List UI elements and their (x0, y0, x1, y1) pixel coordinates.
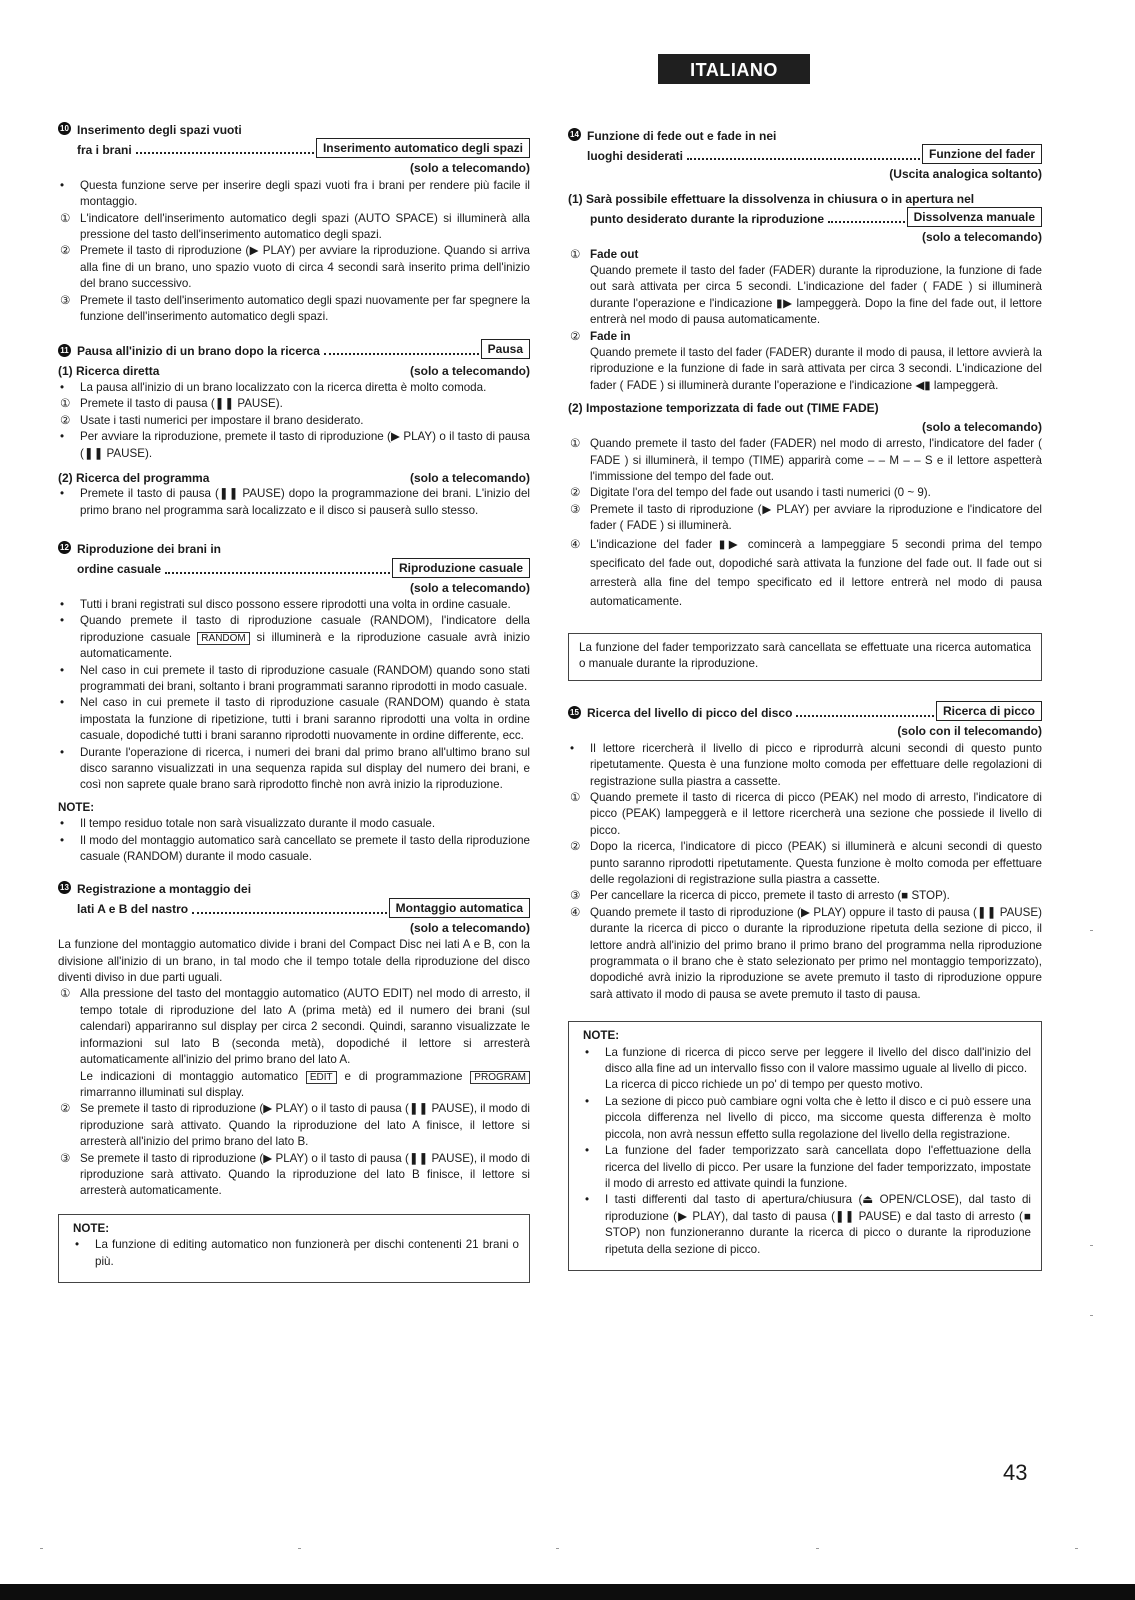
section-11: 11 Pausa all'inizio di un brano dopo la ricerca Pausa (1) Ricerca diretta (solo a telecomando) • La pausa all'inizio di un brano localizzato con la ricerca diretta è molto comoda. ① Premete il tasto di pausa (❚❚ PAUSE). ② Usate i tasti numerici per impostare il brano desiderato. • Per avviare la riproduzione, premete il tasto di riproduzione (▶ PLAY) o il tasto di pausa (❚❚ PAUSE). (2) Ricerca del programma (solo a telecomando) • Premete il tasto di pausa (❚❚ PAUSE) dopo la programmazione dei brani. L'inizio del primo brano nel programma sarà localizzato e il disco si pauserà sullo stesso. (58, 339, 530, 519)
section-number-icon: 10 (58, 122, 71, 135)
list-item: Digitate l'ora del tempo del fade out usando i tasti numerici (0 ~ 9). (590, 486, 931, 500)
remote-note: (solo con il telecomando) (897, 724, 1042, 739)
subsection-title: (2) Ricerca del programma (58, 470, 210, 485)
list-item: Se premete il tasto di riproduzione (▶ PLAY) o il tasto di pausa (❚❚ PAUSE), il modo di riproduzione sarà attivato. Quando la riproduzione del lato B finisce, il lettore si arresterà automaticamente. (80, 1151, 530, 1198)
note-box: NOTE: • La funzione di editing automatico non funzionerà per dischi contenenti 21 brani o più. (58, 1214, 530, 1283)
subsection-title: (1) Ricerca diretta (58, 364, 160, 379)
note-item-continued: La ricerca di picco richiede un po' di tempo per questo motivo. (605, 1078, 923, 1092)
list-item: Quando premete il tasto di ricerca di picco (PEAK) nel modo di arresto, l'indicatore di picco (PEAK) lampeggerà e il lettore ricercherà una sezione che possiede il livello di picco. (590, 790, 1042, 837)
fade-out-title: Fade out (590, 247, 639, 261)
function-label-box: Funzione del fader (922, 144, 1042, 164)
section-title-continued: lati A e B del nastro (77, 902, 189, 917)
fade-in-text: Quando premete il tasto del fader (FADER) durante il modo di pausa, il lettore avvierà la riproduzione e la funzione di fade in sarà attivata per circa 3 secondi. L'indicazione del fader ( FADE ) si illuminerà durante l'operazione e l'indicazione ◀▮ lampeggerà. (590, 346, 1042, 392)
list-item: Premete il tasto di pausa (❚❚ PAUSE) dopo la programmazione dei brani. L'inizio del primo brano nel programma sarà localizzato e il disco si pauserà sullo stesso. (80, 487, 530, 517)
section-number-icon: 13 (58, 881, 71, 894)
section-title: Pausa all'inizio di un brano dopo la ricerca (77, 344, 320, 359)
note-item: La sezione di picco può cambiare ogni volta che è letto il disco e ci può essere una piccola differenza nel livello di picco, ma siccome questa differenza è molto piccola, non avrà nessun effetto sulla regolazione del livello della registrazione. (605, 1094, 1031, 1141)
page-number: 43 (1003, 1460, 1028, 1485)
section-title: Inserimento degli spazi vuoti (77, 123, 242, 137)
scan-speck (1090, 1315, 1093, 1316)
bottom-border-bar (0, 1584, 1135, 1600)
section-title: Funzione di fede out e fade in nei (587, 129, 777, 143)
list-item: Premete il tasto di pausa (❚❚ PAUSE). (80, 397, 283, 411)
list-item: Premete il tasto dell'inserimento automatico degli spazi nuovamente per far spegnere la funzione dell'inserimento automatico degli spazi. (80, 293, 530, 324)
list-item: Il lettore ricercherà il livello di picco e riprodurrà alcuni secondi di questo punto ripetutamente. Questa è una funzione molto comoda per effettuare delle regolazioni di registrazione sulla piastra a cassette. (590, 741, 1042, 788)
note-heading: NOTE: (583, 1029, 620, 1043)
section-title: Riproduzione dei brani in (77, 542, 221, 557)
section-intro: La funzione del montaggio automatico divide i brani del Compact Disc nei lati A e B, con la divisione all'inizio di un brano, in tal modo che il tempo totale della riproduzione del disco diventi diviso in due parti uguali. (58, 938, 530, 985)
function-label-box: Inserimento automatico degli spazi (316, 138, 530, 158)
remote-note: (solo a telecomando) (409, 920, 530, 935)
list-item: Alla pressione del tasto del montaggio automatico (AUTO EDIT) nel modo di arresto, il tempo totale di riproduzione del lato A (prima metà) ed il numero dei brani (sul calendari) appariranno sul display per circa 2 secondi. Quindi, saranno visualizzate le informazioni sul lato B (seconda metà), dopodiché il lettore si arresterà automaticamente all'inizio del primo brano del lato A. (80, 987, 530, 1067)
list-item: Quando premete il tasto di riproduzione casuale (RANDOM), l'indicatore della riproduzione casuale RANDOM si illuminerà e la riproduzione casuale avrà inizio automaticamente. (80, 614, 530, 661)
list-item: Per cancellare la ricerca di picco, premete il tasto di arresto (■ STOP). (590, 889, 950, 903)
note-heading: NOTE: (73, 1221, 110, 1235)
subsection-title: (1) Sarà possibile effettuare la dissolvenza in chiusura o in apertura nel (568, 191, 975, 206)
language-tab: ITALIANO (658, 54, 810, 84)
note-box: NOTE: • La funzione di ricerca di picco serve per leggere il livello del disco dall'inizio del disco alla fine ad un intervallo fisso con il valore massimo uguale al livello di picco. La ricerca di picco richiede un po' di tempo per questo motivo. • La sezione di picco può cambiare ogni volta che è letto il disco e ci può essere una piccola differenza nel livello di picco, ma siccome questa differenza è molto piccola, non avrà nessun effetto sulla regolazione del livello della registrazione. • La funzione del fader temporizzato sarà cancellata dopo l'effettuazione della ricerca del livello di picco. Per usare la funzione del fader temporizzato, impostate il modo di arresto ed attivate quindi la funzione. • I tasti differenti dal tasto di apertura/chiusura (⏏ OPEN/CLOSE), dal tasto di riproduzione (▶ PLAY), dal tasto di pausa (❚❚ PAUSE) e dal tasto di arresto (■ STOP) non funzioneranno durante la ricerca di picco o durante la riproduzione ripetuta della sezione di picco. (568, 1021, 1042, 1271)
remote-note: (solo a telecomando) (921, 419, 1042, 434)
list-item: Dopo la ricerca, l'indicatore di picco (PEAK) si illuminerà e alcuni secondi di questo punto saranno riprodotti ripetutamente. Questa funzione è molto comoda per effettuare delle regolazioni di registrazione sulla piastra a cassette. (590, 840, 1042, 886)
section-title: Registrazione a montaggio dei (77, 882, 252, 897)
note-item: I tasti differenti dal tasto di apertura/chiusura (⏏ OPEN/CLOSE), dal tasto di riproduzione (▶ PLAY), dal tasto di pausa (❚❚ PAUSE) e dal tasto di arresto (■ STOP) non funzioneranno durante la ricerca di picco o durante la riproduzione ripetuta della sezione di picco. (605, 1193, 1031, 1256)
program-indicator-badge: PROGRAM (470, 1071, 530, 1084)
list-item-continued: Le indicazioni di montaggio automatico EDIT e di programmazione PROGRAM rimarranno illuminati sul display. (58, 1069, 530, 1102)
scan-speck (1090, 1245, 1093, 1246)
info-box: La funzione del fader temporizzato sarà cancellata se effettuate una ricerca automatica o manuale durante la riproduzione. (568, 633, 1042, 682)
scan-speck (298, 1548, 301, 1549)
section-title-continued: ordine casuale (77, 562, 162, 577)
list-item: Quando premete il tasto di riproduzione (▶ PLAY) oppure il tasto di pausa (❚❚ PAUSE) durante la ricerca di picco o durante la riproduzione ripetuta della sezione di picco, il lettore andrà all'inizio del primo brano il primo brano del programma nella riproduzione programmata o il brano che è stato selezionato per primo nel montaggio temporizzato), dopodiché avrà inizio la riproduzione se avete premuto il tasto di riproduzione oppure sarà attivato il modo di pausa se avete premuto il tasto di pausa. (590, 905, 1042, 1001)
remote-note: (Uscita analogica soltanto) (889, 167, 1042, 182)
section-number-icon: 11 (58, 344, 71, 357)
list-item: Usate i tasti numerici per impostare il brano desiderato. (80, 413, 364, 427)
note-heading: NOTE: (58, 800, 95, 814)
remote-note: (solo a telecomando) (921, 230, 1042, 245)
function-label-box: Ricerca di picco (936, 701, 1042, 721)
edit-indicator-badge: EDIT (306, 1071, 337, 1084)
section-12: 12 Riproduzione dei brani in ordine casuale Riproduzione casuale (solo a telecomando) • Tutti i brani registrati sul disco possono essere riprodotti una volta in ordine casuale. • Quando premete il tasto di riproduzione casuale (RANDOM), l'indicatore della riproduzione casuale RANDOM si illuminerà e la riproduzione casuale avrà inizio automaticamente. • Nel caso in cui premete il tasto di riproduzione casuale (RANDOM) quando sono stati programmati dei brani, soltanto i brani programmati saranno riprodotti in modo casuale. • Nel caso in cui premete il tasto di riproduzione casuale (RANDOM) quando è stata impostata la funzione di ripetizione, tutti i brani saranno riprodotti una volta in ordine casuale, dopodiché tutti i brani saranno riprodotti nuovamente in ordine differente, ecc. • Durante l'operazione di ricerca, i numeri dei brani dal primo brano all'ultimo brano sul disco saranno visualizzati in una sequenza rapida sul display del numero dei brani, e così non saprete quale brano sarà riprodotto finchè non avrà inizio la riproduzione. NOTE: • Il tempo residuo totale non sarà visualizzato durante il modo casuale. • Il modo del montaggio automatico sarà cancellato se premete il tasto della riproduzione casuale (RANDOM) durante il modo casuale. (58, 542, 530, 864)
section-15: 15 Ricerca del livello di picco del disco Ricerca di picco (solo con il telecomando) • Il lettore ricercherà il livello di picco e riprodurrà alcuni secondi di questo punto ripetutamente. Questa è una funzione molto comoda per effettuare delle regolazioni di registrazione sulla piastra a cassette. ① Quando premete il tasto di ricerca di picco (PEAK) nel modo di arresto, l'indicatore di picco (PEAK) lampeggerà e il lettore ricercherà una sezione che possiede il livello di picco. ② Dopo la ricerca, l'indicatore di picco (PEAK) si illuminerà e alcuni secondi di questo punto saranno riprodotti ripetutamente. Questa funzione è molto comoda per effettuare delle regolazioni di registrazione sulla piastra a cassette. ③ Per cancellare la ricerca di picco, premete il tasto di arresto (■ STOP). ④ Quando premete il tasto di riproduzione (▶ PLAY) oppure il tasto di pausa (❚❚ PAUSE) durante la ricerca di picco o durante la riproduzione ripetuta della sezione di picco, il lettore andrà all'inizio del primo brano il primo brano del programma nella riproduzione programmata o il brano che è stato selezionato per primo nel montaggio temporizzato), dopodiché avrà inizio la riproduzione se avete premuto il tasto di riproduzione oppure sarà attivato il modo di pausa se avete premuto il tasto di pausa. NOTE: • La funzione di ricerca di picco serve per leggere il livello del disco dall'inizio del disco alla fine ad un intervallo fisso con il valore massimo uguale al livello di picco. La ricerca di picco richiede un po' di tempo per questo motivo. • La sezione di picco può cambiare ogni volta che è letto il disco e ci può essere una piccola differenza nel livello di picco, ma siccome questa differenza è molto piccola, non avrà nessun effetto sulla regolazione del livello della registrazione. • La funzione del fader temporizzato sarà cancellata dopo l'effettuazione della ricerca del livello di picco. Per usare la funzione del fader temporizzato, impostate il modo di arresto ed attivate quindi la funzione. • I tasti differenti dal tasto di apertura/chiusura (⏏ OPEN/CLOSE), dal tasto di riproduzione (▶ PLAY), dal tasto di pausa (❚❚ PAUSE) e dal tasto di arresto (■ STOP) non funzioneranno durante la ricerca di picco o durante la riproduzione ripetuta della sezione di picco. (568, 701, 1042, 1271)
list-item: Questa funzione serve per inserire degli spazi vuoti fra i brani per rendere più facile il montaggio. (80, 178, 530, 209)
random-indicator-badge: RANDOM (197, 632, 249, 645)
list-item: Premete il tasto di riproduzione (▶ PLAY) per avviare la riproduzione. Quando si arriva alla fine di un brano, uno spazio vuoto di circa 4 secondi sarà inserito prima dell'inizio del brano successivo. (80, 244, 530, 291)
subsection-title: (2) Impostazione temporizzata di fade out (TIME FADE) (568, 401, 879, 416)
fade-in-title: Fade in (590, 329, 631, 343)
section-number-icon: 12 (58, 541, 71, 554)
list-item: Quando premete il tasto del fader (FADER) nel modo di arresto, l'indicatore del fader ( FADE ) si illuminerà, il tempo (TIME) apparirà come – – M – – S e il lettore aspetterà l'immissione del tempo del fade out. (590, 437, 1042, 483)
note-item: La funzione del fader temporizzato sarà cancellata dopo l'effettuazione della ricerca del livello di picco. Per usare la funzione del fader temporizzato, impostate il modo di arresto ed attivate quindi la funzione. (605, 1144, 1031, 1190)
list-item: Per avviare la riproduzione, premete il tasto di riproduzione (▶ PLAY) o il tasto di pausa (❚❚ PAUSE). (80, 430, 530, 460)
note-item: La funzione di ricerca di picco serve per leggere il livello del disco dall'inizio del disco alla fine ad un intervallo fisso con il valore massimo uguale al livello di picco. (605, 1045, 1031, 1076)
section-14: 14 Funzione di fede out e fade in nei luoghi desiderati Funzione del fader (Uscita analogica soltanto) (1) Sarà possibile effettuare la dissolvenza in chiusura o in apertura nel punto desiderato durante la riproduzione Dissolvenza manuale (solo a telecomando) ① Fade out Quando premete il tasto del fader (FADER) durante la riproduzione, la funzione di fade out sarà attivata per circa 5 secondi. L'indicazione del fader ( FADE ) si illuminerà durante l'operazione e l'indicazione ▮▶ lampeggerà. Dopo la fine del fade out, il lettore entrerà nel modo di pausa automaticamente. ② Fade in Quando premete il tasto del fader (FADER) durante il modo di pausa, il lettore avvierà la riproduzione e la funzione di fade in sarà attivata per circa 3 secondi. L'indicazione del fader ( FADE ) si illuminerà durante l'operazione e l'indicazione ◀▮ lampeggerà. (2) Impostazione temporizzata di fade out (TIME FADE) (solo a telecomando) ① Quando premete il tasto del fader (FADER) nel modo di arresto, l'indicatore del fader ( FADE ) si illuminerà, il tempo (TIME) apparirà come – – M – – S e il lettore aspetterà l'immissione del tempo del fade out. ② Digitate l'ora del tempo del fade out usando i tasti numerici (0 ~ 9). ③ Premete il tasto di riproduzione (▶ PLAY) per avviare la riproduzione e l'indicatore del fader ( FADE ) si illuminerà. ④ L'indicazione del fader ▮▶ comincerà a lampeggiare 5 secondi prima del tempo specificato del fade out, dopodiché sarà attivata la funzione del fade out. Il fade out si arresterà alla fine del tempo specificato ed il lettore entrerà nel modo di pausa automaticamente. La funzione del fader temporizzato sarà cancellata se effettuate una ricerca automatica o manuale durante la riproduzione. (568, 128, 1042, 681)
list-item: L'indicatore dell'inserimento automatico degli spazi (AUTO SPACE) si illuminerà alla pressione del tasto dell'inserimento automatico degli spazi. (80, 211, 530, 242)
note-item: Il tempo residuo totale non sarà visualizzato durante il modo casuale. (80, 817, 436, 831)
scan-speck (556, 1548, 559, 1549)
section-13: 13 Registrazione a montaggio dei lati A e B del nastro Montaggio automatica (solo a telecomando) La funzione del montaggio automatico divide i brani del Compact Disc nei lati A e B, con la divisione all'inizio di un brano, in tal modo che il tempo totale della riproduzione del disco diventi diviso in due parti uguali. ① Alla pressione del tasto del montaggio automatico (AUTO EDIT) nel modo di arresto, il tempo totale di riproduzione del lato A (prima metà) ed il numero dei brani (sul calendari) appariranno sul display per circa 2 secondi. Quindi, saranno visualizzate le informazioni sul lato B (seconda metà), dopodiché il lettore si arresterà automaticamente all'inizio del primo brano del lato A. Le indicazioni di montaggio automatico EDIT e di programmazione PROGRAM rimarranno illuminati sul display. ② Se premete il tasto di riproduzione (▶ PLAY) o il tasto di pausa (❚❚ PAUSE), il modo di riproduzione sarà attivato. Quando la riproduzione del lato A finisce, il lettore si arresterà all'inizio del primo brano del lato B. ③ Se premete il tasto di riproduzione (▶ PLAY) o il tasto di pausa (❚❚ PAUSE), il modo di riproduzione sarà attivato. Quando la riproduzione del lato B finisce, il lettore si arresterà automaticamente. NOTE: • La funzione di editing automatico non funzionerà per dischi contenenti 21 brani o più. (58, 881, 530, 1283)
list-item: Premete il tasto di riproduzione (▶ PLAY) per avviare la riproduzione e l'indicatore del fader ( FADE ) si illuminerà. (590, 502, 1042, 533)
left-column (58, 122, 530, 1283)
remote-note: (solo a telecomando) (409, 364, 530, 379)
section-title-continued: luoghi desiderati (587, 149, 684, 163)
subsection-title-continued: punto desiderato durante la riproduzione (590, 211, 825, 226)
fade-out-text: Quando premete il tasto del fader (FADER) durante la riproduzione, la funzione di fade out sarà attivata per circa 5 secondi. L'indicazione del fader ( FADE ) si illuminerà durante l'operazione e l'indicazione ▮▶ lampeggerà. Dopo la fine del fade out, il lettore entrerà nel modo di pausa automaticamente. (590, 264, 1042, 327)
section-10 (58, 122, 530, 325)
scan-speck (40, 1548, 43, 1549)
list-item: Se premete il tasto di riproduzione (▶ PLAY) o il tasto di pausa (❚❚ PAUSE), il modo di riproduzione sarà attivato. Quando la riproduzione del lato A finisce, il lettore si arresterà all'inizio del primo brano del lato B. (80, 1102, 530, 1149)
note-item: La funzione di editing automatico non funzionerà per dischi contenenti 21 brani o più. (95, 1238, 519, 1268)
function-label-box: Montaggio automatica (389, 898, 530, 918)
function-label-box: Dissolvenza manuale (907, 207, 1042, 227)
list-item: Nel caso in cui premete il tasto di riproduzione casuale (RANDOM) quando sono stati programmati dei brani, soltanto i brani programmati saranno riprodotti in modo casuale. (80, 663, 530, 693)
list-item: Tutti i brani registrati sul disco possono essere riprodotti una volta in ordine casuale. (80, 597, 511, 611)
right-column (568, 128, 1042, 1271)
function-label-box: Riproduzione casuale (392, 558, 530, 578)
list-item: Durante l'operazione di ricerca, i numeri dei brani dal primo brano all'ultimo brano sul disco saranno visualizzati in una sequenza rapida sul display del numero dei brani, e così non saprete quale brano sarà riprodotto finchè non avrà inizio la riproduzione. (80, 745, 530, 792)
list-item: L'indicazione del fader ▮▶ comincerà a lampeggiare 5 secondi prima del tempo specificato del fade out, dopodiché sarà attivata la funzione del fade out. Il fade out si arresterà alla fine del tempo specificato ed il lettore entrerà nel modo di pausa automaticamente. (590, 537, 1042, 608)
list-item: La pausa all'inizio di un brano localizzato con la ricerca diretta è molto comoda. (80, 380, 487, 394)
note-item: Il modo del montaggio automatico sarà cancellato se premete il tasto della riproduzione casuale (RANDOM) durante il modo casuale. (80, 833, 530, 864)
remote-note: (solo a telecomando) (409, 161, 530, 176)
scan-speck (1090, 930, 1093, 931)
section-10-list: • Questa funzione serve per inserire degli spazi vuoti fra i brani per rendere più facile il montaggio. ① L'indicatore dell'inserimento automatico degli spazi (AUTO SPACE) si illuminerà alla pressione del tasto dell'inserimento automatico degli spazi. ② Premete il tasto di riproduzione (▶ PLAY) per avviare la riproduzione. Quando si arriva alla fine di un brano, uno spazio vuoto di circa 4 secondi sarà inserito prima dell'inizio del brano successivo. ③ Premete il tasto dell'inserimento automatico degli spazi nuovamente per far spegnere la funzione dell'inserimento automatico degli spazi. (60, 178, 530, 324)
scan-speck (1075, 1548, 1078, 1549)
function-label-box: Pausa (481, 339, 530, 359)
remote-note: (solo a telecomando) (409, 470, 530, 485)
section-title-continued: fra i brani (77, 143, 132, 157)
list-item: Nel caso in cui premete il tasto di riproduzione casuale (RANDOM) quando è stata impostata la funzione di ripetizione, tutti i brani saranno riprodotti una volta in ordine casuale, dopodiché tutti i brani saranno riprodotti nuovamente in ordine differente, ecc. (80, 696, 530, 743)
section-number-icon: 14 (568, 128, 581, 141)
scan-speck (816, 1548, 819, 1549)
remote-note: (solo a telecomando) (409, 580, 530, 595)
section-number-icon: 15 (568, 706, 581, 719)
section-title: Ricerca del livello di picco del disco (587, 705, 793, 720)
